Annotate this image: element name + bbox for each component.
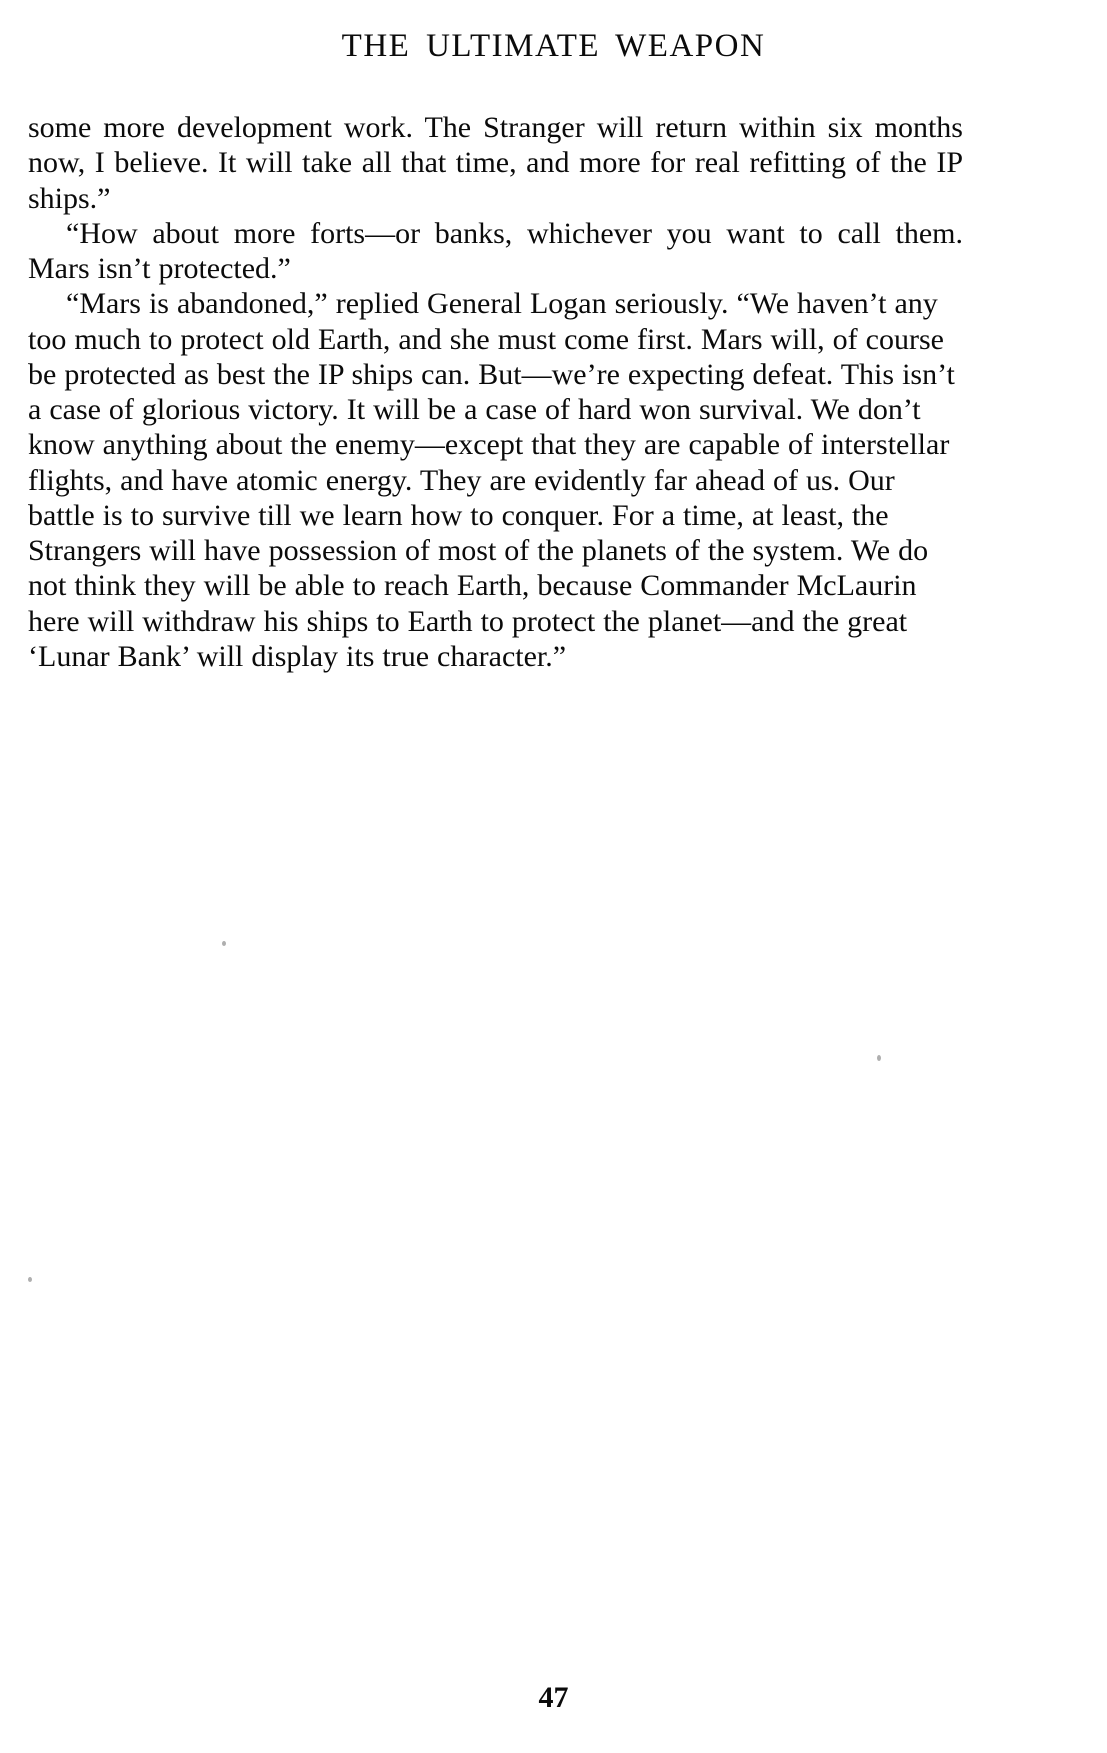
scan-speck bbox=[28, 1277, 32, 1282]
paragraph: some more development work. The Stranger will return within six months now, I believe. It will take all that time, and more for real refitting of the IP ships.” bbox=[28, 111, 963, 215]
scan-speck bbox=[222, 941, 226, 946]
paragraph: “How about more forts—or banks, whichever you want to call them. Mars isn’t protected.” bbox=[28, 216, 963, 285]
page-number: 47 bbox=[538, 1681, 569, 1714]
scan-speck bbox=[877, 1055, 881, 1061]
page-title: THE ULTIMATE WEAPON bbox=[341, 28, 766, 64]
body-text bbox=[28, 110, 963, 674]
paragraph: “Mars is abandoned,” replied General Logan seriously. “We haven’t any too much to protect old Earth, and she must come first. Mars will, of course be protected as best the IP ships can. But—we’re expecting defeat. This isn’t a case of glorious victory. It will be a case of hard won survival. We don’t know anything about the enemy—except that they are capable of interstellar flights, and have atomic energy. They are evidently far ahead of us. Our battle is to survive till we learn how to conquer. For a time, at least, the Strangers will have possession of most of the planets of the system. We do not think they will be able to reach Earth, because Commander McLaurin here will withdraw his ships to Earth to protect the planet—and the great ‘Lunar Bank’ will display its true character.” bbox=[28, 287, 955, 673]
